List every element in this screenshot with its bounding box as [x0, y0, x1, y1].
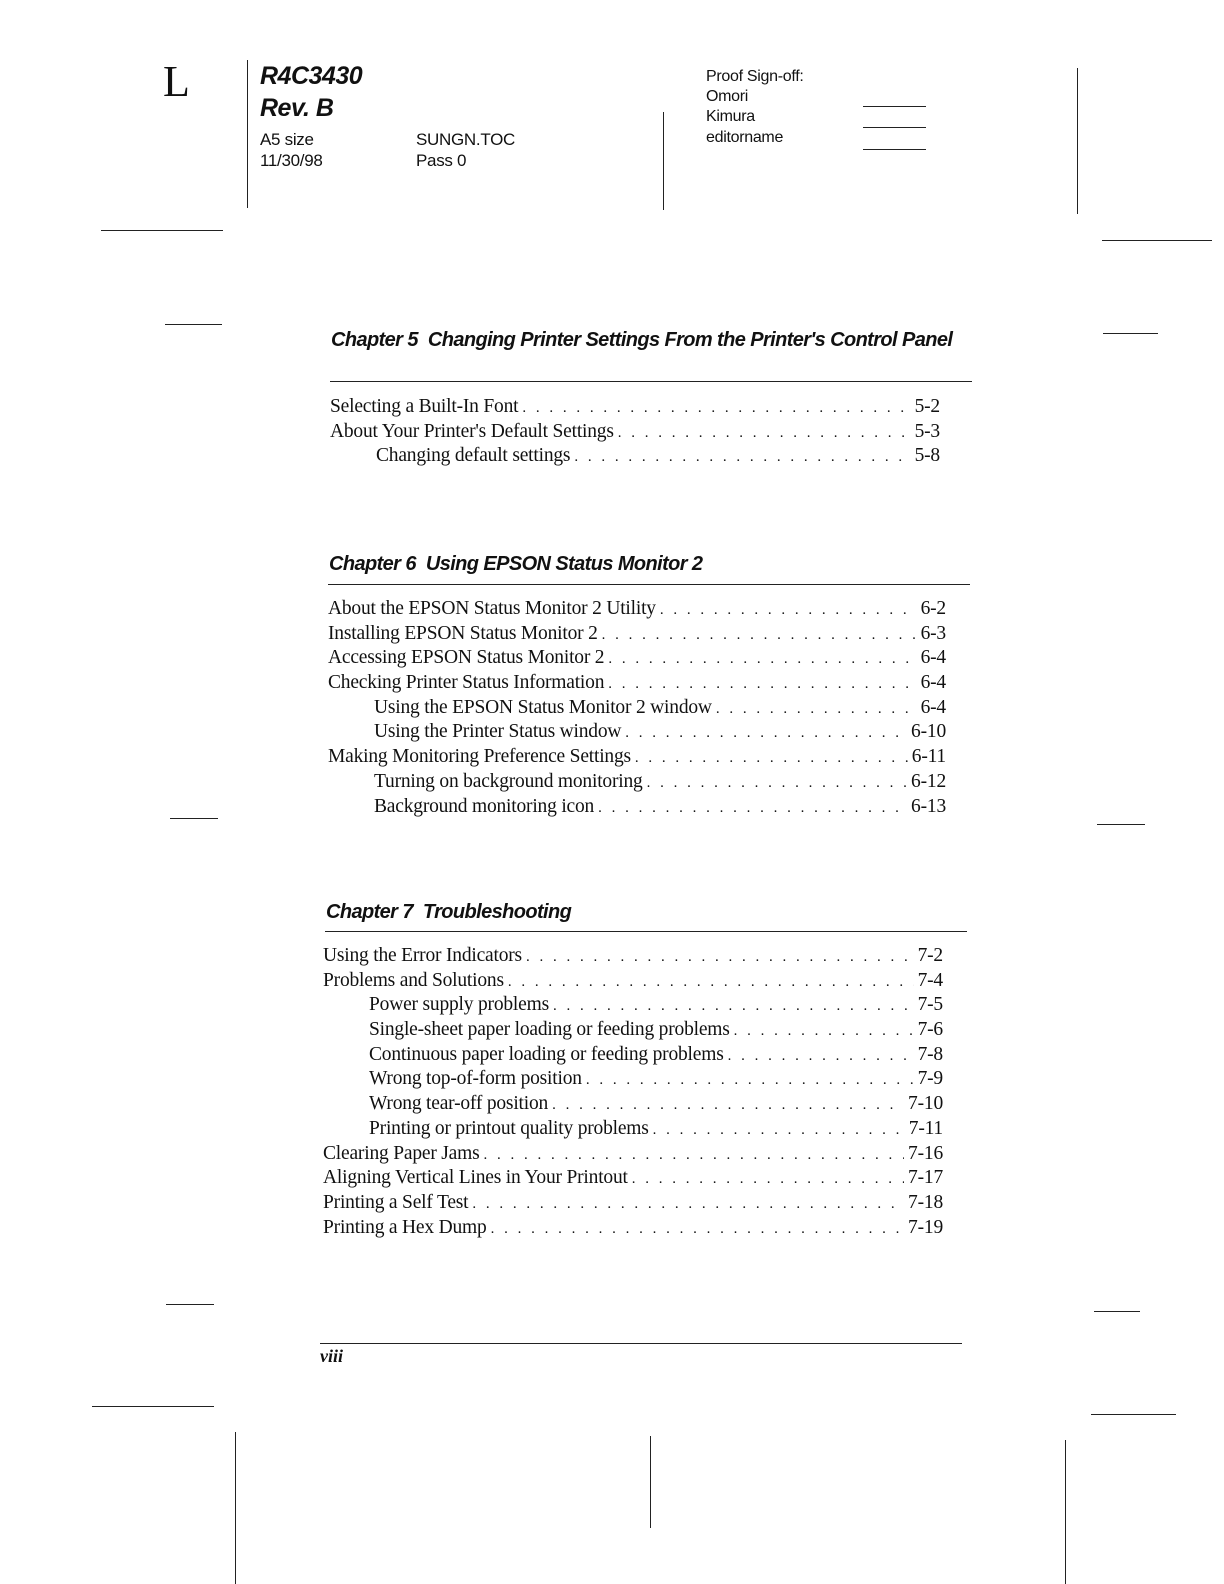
toc-section	[330, 396, 940, 470]
toc-subentry[interactable]: Using the Printer Status window . . . 6-10	[328, 721, 946, 746]
header-divider-left	[247, 60, 248, 208]
toc-entry[interactable]: About the EPSON Status Monitor 2 Utility . . . 6-2	[328, 598, 946, 623]
toc-section	[323, 945, 943, 1241]
chapter-heading	[329, 552, 969, 576]
toc-subentry[interactable]: Wrong tear-off position . . . 7-10	[323, 1093, 943, 1118]
toc-subentry[interactable]: Background monitoring icon . . . 6-13	[328, 796, 946, 821]
proof-name: editorname	[706, 129, 784, 146]
crop-mark	[1097, 824, 1145, 825]
crop-mark	[1103, 333, 1158, 334]
chapter-rule	[325, 931, 967, 932]
chapter-title: Using EPSON Status Monitor 2	[425, 553, 703, 575]
header-divider-right	[1077, 68, 1078, 214]
crop-mark	[166, 1304, 214, 1305]
toc-entry[interactable]: Printing a Hex Dump . . . 7-19	[323, 1217, 943, 1242]
toc-section	[328, 598, 946, 820]
toc-subentry[interactable]: Printing or printout quality problems . . . 7-11	[323, 1118, 943, 1143]
signoff-line	[863, 149, 926, 150]
crop-mark	[650, 1436, 651, 1528]
toc-subentry[interactable]: Using the EPSON Status Monitor 2 window . . . 6-4	[328, 697, 946, 722]
toc-entry[interactable]: Clearing Paper Jams . . . 7-16	[323, 1143, 943, 1168]
document-date: 11/30/98	[260, 151, 323, 170]
toc-subentry[interactable]: Wrong top-of-form position . . . 7-9	[323, 1068, 943, 1093]
toc-subentry[interactable]: Changing default settings . . . 5-8	[330, 445, 940, 470]
toc-entry[interactable]: Making Monitoring Preference Settings . . . 6-11	[328, 746, 946, 771]
toc-entry[interactable]: Checking Printer Status Information . . . 6-4	[328, 672, 946, 697]
toc-subentry[interactable]: Turning on background monitoring . . . 6-12	[328, 771, 946, 796]
toc-entry[interactable]: Selecting a Built-In Font . . . 5-2	[330, 396, 940, 421]
crop-mark	[1091, 1414, 1176, 1415]
chapter-heading	[331, 328, 971, 352]
chapter-title: Troubleshooting	[422, 901, 572, 923]
crop-mark	[92, 1406, 214, 1407]
chapter-number: Chapter 5	[331, 329, 418, 351]
toc-entry[interactable]: Installing EPSON Status Monitor 2 . . . 6-3	[328, 623, 946, 648]
signoff-line	[863, 106, 926, 107]
pass-label: Pass 0	[416, 151, 467, 170]
corner-mark: L	[163, 57, 190, 106]
chapter-rule	[328, 584, 970, 585]
page-number: viii	[320, 1346, 343, 1366]
toc-entry[interactable]: Aligning Vertical Lines in Your Printout . . . 7-17	[323, 1167, 943, 1192]
footer-rule	[320, 1343, 962, 1344]
header-divider-middle	[663, 112, 664, 210]
toc-subentry[interactable]: Power supply problems . . . 7-5	[323, 994, 943, 1019]
chapter-number: Chapter 6	[329, 553, 416, 575]
crop-mark	[1102, 240, 1212, 241]
crop-mark	[1065, 1440, 1066, 1584]
toc-entry[interactable]: Accessing EPSON Status Monitor 2 . . . 6-4	[328, 647, 946, 672]
chapter-number: Chapter 7	[326, 901, 413, 923]
chapter-heading	[326, 900, 966, 924]
signoff-line	[863, 127, 926, 128]
toc-entry[interactable]: Problems and Solutions . . . 7-4	[323, 970, 943, 995]
crop-mark	[101, 230, 223, 231]
proof-signoff-title: Proof Sign-off:	[706, 68, 804, 85]
toc-subentry[interactable]: Continuous paper loading or feeding problems . . . 7-8	[323, 1044, 943, 1069]
toc-entry[interactable]: Using the Error Indicators . . . 7-2	[323, 945, 943, 970]
document-revision: Rev. B	[260, 94, 334, 122]
proof-name: Kimura	[706, 108, 755, 125]
chapter-rule	[330, 381, 972, 382]
toc-entry[interactable]: Printing a Self Test . . . 7-18	[323, 1192, 943, 1217]
file-name: SUNGN.TOC	[416, 130, 515, 149]
toc-entry[interactable]: About Your Printer's Default Settings . . . 5-3	[330, 421, 940, 446]
proof-name: Omori	[706, 88, 749, 105]
crop-mark	[165, 324, 222, 325]
chapter-title: Changing Printer Settings From the Printer's Control Panel	[427, 329, 953, 351]
page-size-label: A5 size	[260, 130, 314, 149]
crop-mark	[1094, 1311, 1140, 1312]
crop-mark	[235, 1432, 236, 1584]
crop-mark	[170, 818, 218, 819]
toc-subentry[interactable]: Single-sheet paper loading or feeding problems . . . 7-6	[323, 1019, 943, 1044]
document-model: R4C3430	[260, 62, 363, 90]
